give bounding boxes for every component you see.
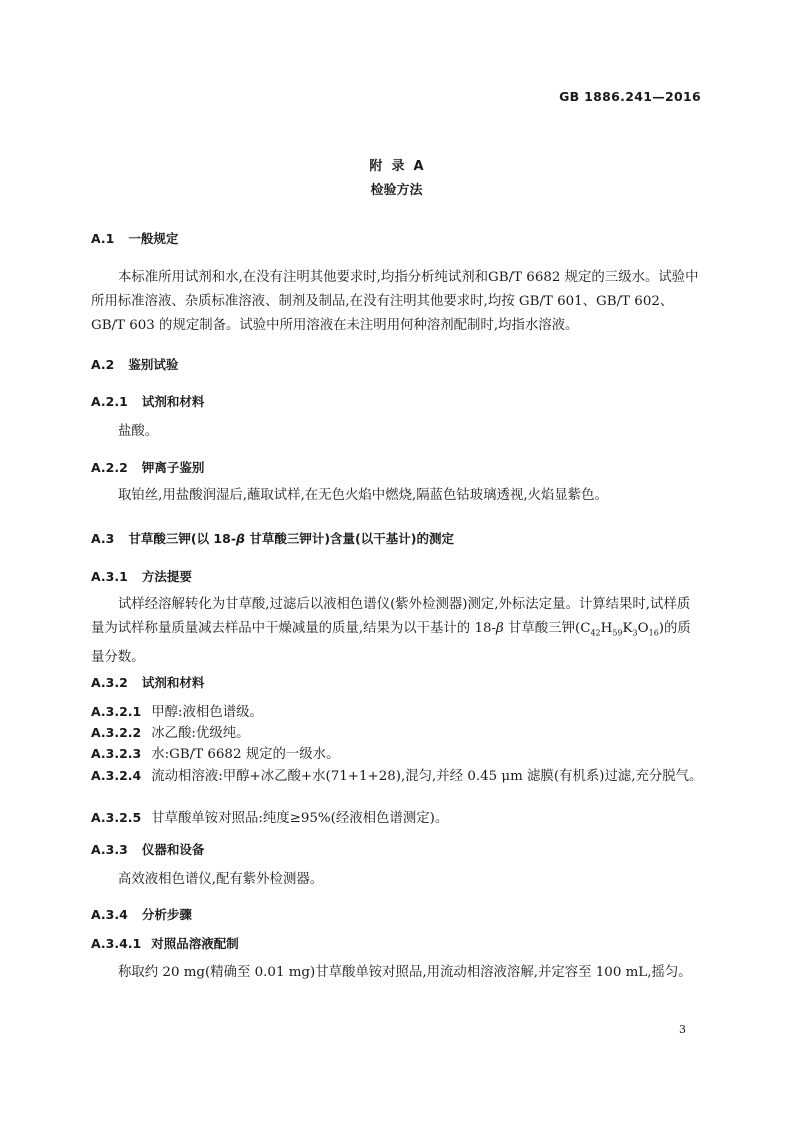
list-item: A.3.2.2 冰乙酸:优级纯。 [91,725,250,741]
section-a1-heading [91,229,178,247]
section-number: A.1 [91,231,115,246]
section-number: A.2.2 [91,460,128,475]
section-number: A.2 [91,357,115,372]
section-title: 试剂和材料 [141,394,205,409]
standard-code: GB 1886.241—2016 [559,89,701,104]
section-title: 对照品溶液配制 [151,936,239,951]
section-title: 仪器和设备 [141,842,205,857]
section-number: A.3.4.1 [91,936,142,951]
section-a31-paragraph: 试样经溶解转化为甘草酸,过滤后以液相色谱仪(紫外检测器)测定,外标法定量。计算结果时,试样质量为试样称量质量减去样品中干燥减量的质量,结果为以干基计的 18-β 甘草酸三钾$(C_{42}H_{59}K_3O_{16})$的质量分数。 [91,597,691,665]
section-title: 试剂和材料 [141,675,205,690]
page-number: 3 [679,1023,686,1036]
list-item: A.3.2.4 流动相溶液:甲醇+冰乙酸+水(71+1+28),混匀,并经 0.45 μm 滤膜(有机系)过滤,充分脱气。 [91,768,703,784]
section-a21-heading [91,392,204,410]
section-a34-heading [91,905,192,923]
section-title: 钾离子鉴别 [141,460,205,475]
section-number: A.3.4 [91,907,128,922]
section-a3-heading [91,529,454,547]
section-title: 鉴别试验 [128,357,179,372]
section-a341-heading [91,934,239,952]
section-a341-paragraph: 称取约 20 mg(精确至 0.01 mg)甘草酸单铵对照品,用流动相溶液溶解,并定容至 100 mL,摇匀。 [118,965,692,980]
section-a32-heading [91,673,204,691]
section-a33-paragraph: 高效液相色谱仪,配有紫外检测器。 [118,872,324,887]
section-number: A.3 [91,531,115,546]
list-item: A.3.2.1 甲醇:液相色谱级。 [91,704,263,720]
section-a31-heading [91,567,192,585]
appendix-title: 检验方法 [370,183,423,198]
list-item: A.3.2.5 甘草酸单铵对照品:纯度≥95%(经液相色谱测定)。 [91,810,449,826]
section-title: 甘草酸三钾(以 18-β 甘草酸三钾计)含量(以干基计)的测定 [128,531,454,546]
section-title: 分析步骤 [141,907,192,922]
section-title: 一般规定 [128,231,179,246]
section-number: A.3.3 [91,842,128,857]
section-a22-paragraph: 取铂丝,用盐酸润湿后,蘸取试样,在无色火焰中燃烧,隔蓝色钴玻璃透视,火焰显紫色。 [118,488,608,503]
section-title: 方法提要 [141,569,192,584]
list-item: A.3.2.3 水:GB/T 6682 规定的一级水。 [91,746,340,762]
appendix-heading [0,155,793,203]
section-a33-heading [91,840,204,858]
appendix-label: 附 录 A [369,159,424,174]
section-a2-heading [91,355,178,373]
section-a1-paragraph: 本标准所用试剂和水,在没有注明其他要求时,均指分析纯试剂和GB/T 6682 规定的三级水。试验中所用标准溶液、杂质标准溶液、制剂及制品,在没有注明其他要求时,均按 GB/T 601、GB/T 602、GB/T 603 的规定制备。试验中所用溶液在未注明用何种溶剂配制时,均指水溶液。 [91,270,699,333]
section-a21-paragraph: 盐酸。 [118,424,159,439]
section-a22-heading [91,458,204,476]
section-number: A.3.2 [91,675,128,690]
section-number: A.2.1 [91,394,128,409]
section-number: A.3.1 [91,569,128,584]
